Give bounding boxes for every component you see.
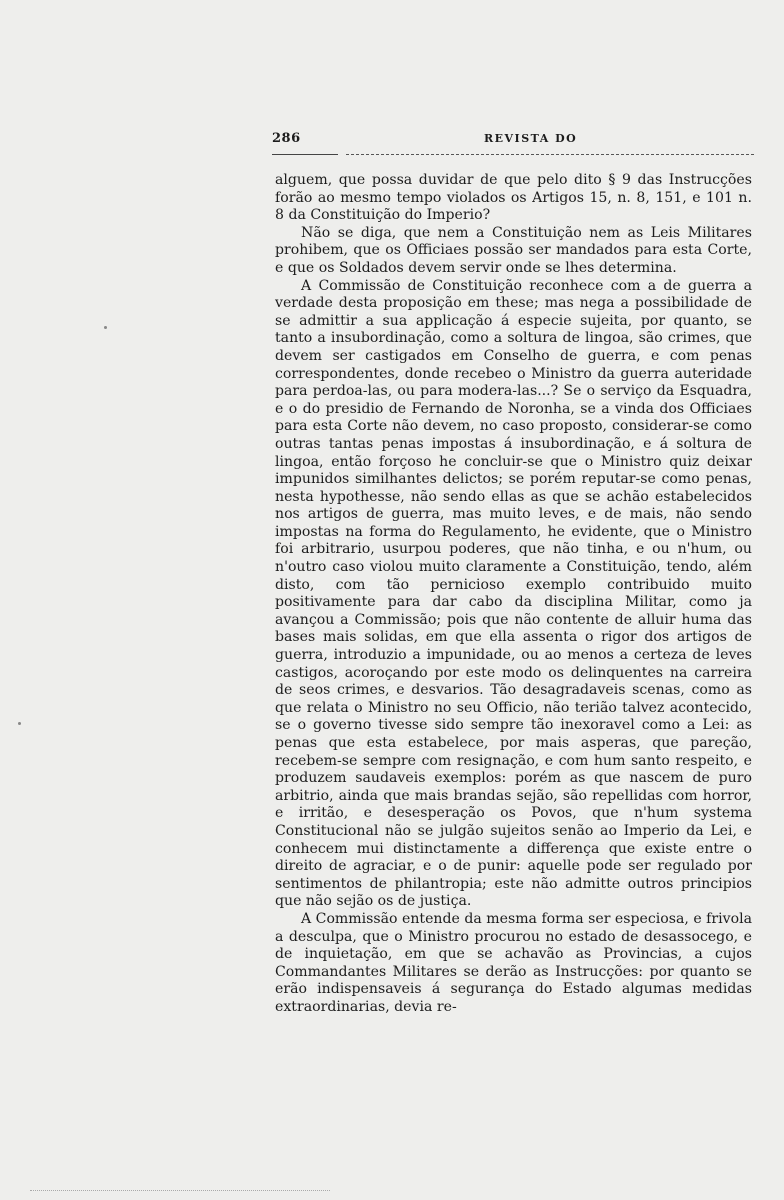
paragraph-2: Não se diga, que nem a Constituição nem as Leis Militares prohibem, que os Officiaes possão ser mandados para esta Corte, e que os Soldados devem servir onde se lhes determina.: [275, 224, 752, 276]
paragraph-3: A Commissão de Constituição reconhece com a de guerra a verdade desta proposição em these; mas nega a possibilidade de se admittir a sua applicação á especie sujeita, por quanto, se tanto a insubordinação, como a soltura de lingoa, são crimes, que devem ser castigados em Conselho de guerra, e com penas correspondentes, donde recebeo o Ministro da guerra auteridade para perdoa-las, ou para modera-las...? Se o serviço da Esquadra, e o do presidio de Fernando de Noronha, se a vinda dos Officiaes para esta Corte não devem, no caso proposto, considerar-se como outras tantas penas impostas á insubordinação, e á soltura de lingoa, então forçoso he concluir-se que o Ministro quiz deixar impunidos similhantes delictos; se porém reputar-se como penas, nesta hypothesse, não sendo ellas as que se achão estabelecidos nos artigos de guerra, mas muito leves, e de mais, não sendo impostas na forma do Regulamento, he evidente, que o Ministro foi arbitrario, usurpou poderes, que não tinha, e ou n'hum, ou n'outro caso violou muito claramente a Constituição, tendo, além disto, com tão pernicioso exemplo contribuido muito positivamente para dar cabo da disciplina Militar, como ja avançou a Commissão; pois que não contente de alluir huma das bases mais solidas, em que ella assenta o rigor dos artigos de guerra, introduzio a impunidade, ou ao menos a certeza de leves castigos, acoroçando por este modo os delinquentes na carreira de seos crimes, e desvarios. Tão desagradaveis scenas, como as que relata o Ministro no seu Officio, não terião talvez acontecido, se o governo tivesse sido sempre tão inexoravel como a Lei: as penas que esta estabelece, por mais asperas, que pareção, recebem-se sempre com resignação, e com hum santo respeito, e produzem saudaveis exemplos: porém as que nascem de puro arbitrio, ainda que mais brandas sejão, são repellidas com horror, e irritão, e desesperação os Povos, que n'hum systema Constitucional não se julgão sujeitos senão ao Imperio da Lei, e conhecem mui distinctamente a differença que existe entre o direito de agraciar, e o de punir: aquelle pode ser regulado por sentimentos de philantropia; este não admitte outros principios que não sejão os de justiça.: [275, 277, 752, 910]
paragraph-1: alguem, que possa duvidar de que pelo dito § 9 das Instrucções forão ao mesmo tempo violados os Artigos 15, n. 8, 151, e 101 n. 8 da Constituição do Imperio?: [275, 172, 752, 224]
header-rule-short: [272, 154, 338, 155]
body-text: [275, 172, 752, 1017]
scan-edge: [30, 1190, 330, 1191]
page-header: [272, 131, 752, 153]
header-rule-long: [346, 154, 754, 155]
page-number: 286: [272, 131, 301, 146]
paragraph-4: A Commissão entende da mesma forma ser especiosa, e frivola a desculpa, que o Ministro procurou no estado de desassocego, e de inquietação, em que se achavão as Provincias, a cujos Commandantes Militares se derão as Instrucções: por quanto se erão indispensaveis á segurança do Estado algumas medidas extraordinarias, devia re-: [275, 910, 752, 1015]
scan-speck: [18, 722, 21, 725]
running-head: REVISTA DO: [484, 132, 578, 145]
scan-speck: [104, 326, 107, 329]
